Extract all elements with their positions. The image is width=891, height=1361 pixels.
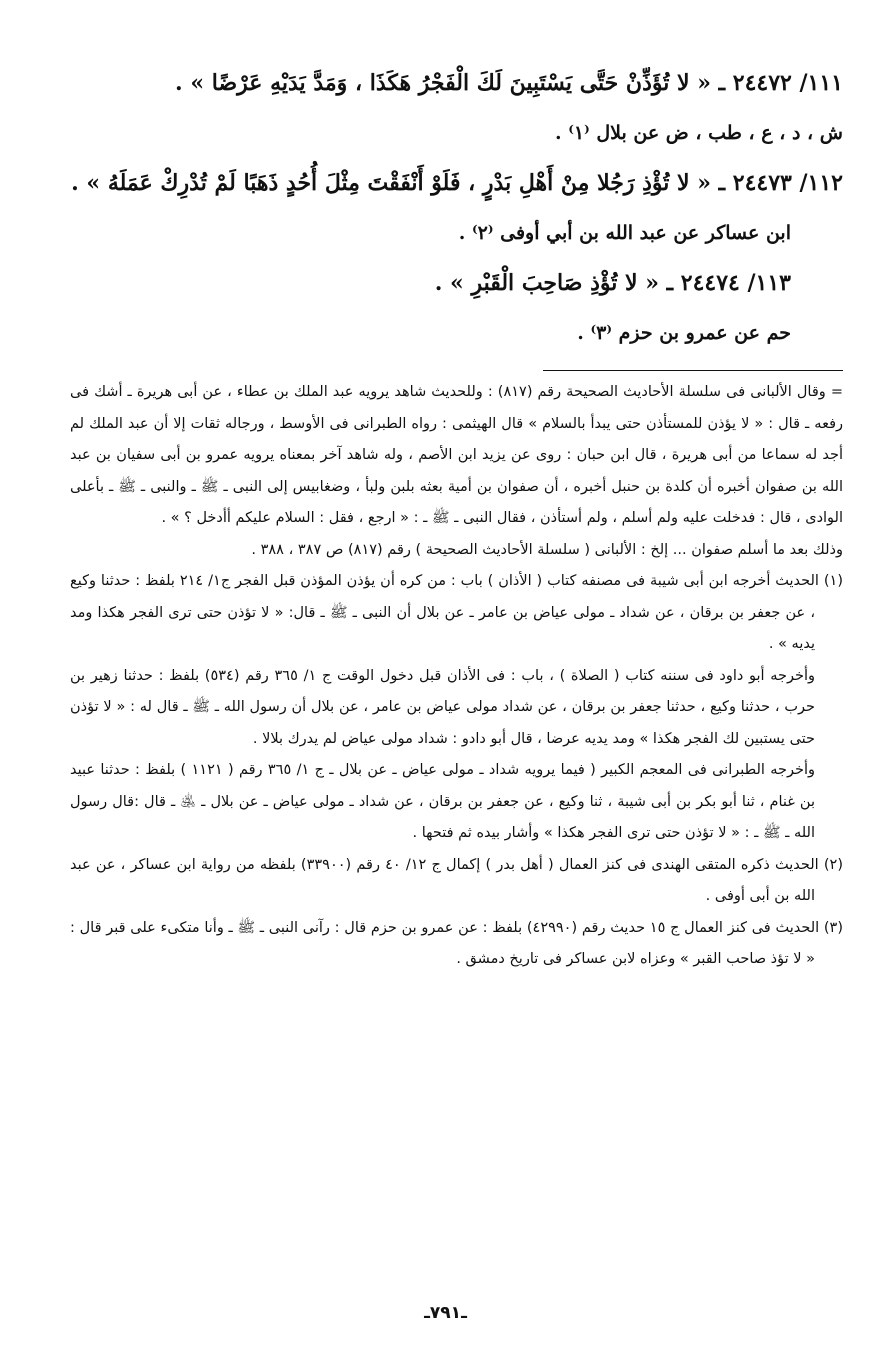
hadith-112: ١١٢/ ٢٤٤٧٣ ـ « لا تُؤْذِ رَجُلا مِنْ أَهْلِ بَدْرٍ ، فَلَوْ أَنْفَقْتَ مِثْلَ أُحُدٍ ذَهَبًا لَمْ تُدْرِكْ عَمَلَهُ » . (71, 170, 843, 196)
hadith-113-source: حم عن عمرو بن حزم ⁽٣⁾ . (577, 322, 791, 344)
footnote-divider (543, 370, 843, 371)
hadith-111: ١١١/ ٢٤٤٧٢ ـ « لا تُؤَذِّنْ حَتَّى يَسْتَبِينَ لَكَ الْفَجْرُ هَكَذَا ، وَمَدَّ يَدَيْهِ عَرْضًا » . (175, 70, 843, 96)
footnote-continuation-end: وذلك بعد ما أسلم صفوان ... إلخ : الألبانى ( سلسلة الأحاديث الصحيحة ) رقم (٨١٧) ص ٣٨٧ ، ٣٨٨ . (251, 541, 843, 558)
footnote-1-tabarani: وأخرجه الطبرانى فى المعجم الكبير ( فيما يرويه شداد ـ مولى عياض ـ عن بلال ـ ج ١/ ٣٦٥ رقم ( ١١٢١ ) بلفظ : حدثنا عبيد بن غنام ، ثنا أبو بكر بن أبى شيبة ، ثنا وكيع ، عن جعفر بن برقان ، عن شداد ـ مولى عياض ـ عن بلال ـ ﵁ ـ قال :قال رسول الله ـ ﷺ ـ : « لا تؤذن حتى ترى الفجر هكذا » وأشار بيده ثم فتحها . (70, 762, 816, 841)
footnote-3: (٣) الحديث فى كنز العمال ج ١٥ حديث رقم (٤٢٩٩٠) بلفظ : عن عمرو بن حزم قال : رآنى النبى ـ ﷺ ـ وأنا متكىء على قبر قال : « لا تؤذ صاحب القبر » وعزاه لابن عساكر فى تاريخ دمشق . (70, 919, 844, 967)
hadith-112-source: ابن عساكر عن عبد الله بن أبي أوفى ⁽٢⁾ . (458, 222, 791, 244)
footnotes (70, 377, 843, 976)
hadith-113: ١١٣/ ٢٤٤٧٤ ـ « لا تُؤْذِ صَاحِبَ الْقَبْرِ » . (434, 270, 791, 296)
page-body (70, 58, 843, 1341)
page-number: ـ٧٩١ـ (424, 1303, 467, 1323)
footnote-1: (١) الحديث أخرجه ابن أبى شيبة فى مصنفه كتاب ( الأذان ) باب : من كره أن يؤذن المؤذن قبل الفجر ج١/ ٢١٤ بلفظ : حدثنا وكيع ، عن جعفر بن برقان ، عن شداد ـ مولى عياض بن عامر ـ عن بلال أن النبى ـ ﷺ ـ قال: « لا تؤذن حتى ترى الفجر هكذا ومد يديه » . (70, 573, 843, 652)
footnote-2: (٢) الحديث ذكره المتقى الهندى فى كنز العمال ( أهل بدر ) إكمال ج ١٢/ ٤٠ رقم (٣٣٩٠٠) بلفظه من رواية ابن عساكر ، عن عبد الله بن أبى أوفى . (70, 856, 843, 904)
footnote-continuation: = وقال الألبانى فى سلسلة الأحاديث الصحيحة رقم (٨١٧) : وللحديث شاهد يرويه عبد الملك بن عطاء ، عن أبى هريرة ـ أشك فى رفعه ـ قال : « لا يؤذن للمستأذن حتى يبدأ بالسلام » قال الهيثمى : رواه الطبرانى فى الأوسط ، ورجاله ثقات إلا أن عبد الملك لم أجد له سماعا من أبى هريرة ، قال ابن حبان : روى عن يزيد ابن الأصم ، وله شاهد آخر بمعناه يرويه عمرو بن أبى سفيان بن عبد الله بن صفوان أخبره أن كلدة بن حنبل أخبره ، أن صفوان بن أمية بعثه بلبن ولبأ ، وضغابيس إلى النبى ـ ﷺ ـ والنبى ـ ﷺ ـ بأعلى الوادى ، قال : فدخلت عليه ولم أسلم ، ولم أستأذن ، فقال النبى ـ ﷺ ـ : « ارجع ، فقل : السلام عليكم أأدخل ؟ » . (70, 384, 843, 526)
main-text (70, 58, 843, 358)
footnote-1-abu-dawud: وأخرجه أبو داود فى سننه كتاب ( الصلاة ) ، باب : فى الأذان قبل دخول الوقت ج ١/ ٣٦٥ رقم (٥٣٤) بلفظ : حدثنا زهير بن حرب ، حدثنا وكيع ، حدثنا جعفر بن برقان ، عن شداد مولى عياض بن عامر ، عن بلال أن رسول الله ـ ﷺ ـ قال له : « لا تؤذن حتى يستبين لك الفجر هكذا » ومد يديه عرضا ، قال أبو دادو : شداد مولى عياض لم يدرك بلالا . (70, 667, 816, 747)
hadith-111-source: ش ، د ، ع ، طب ، ض عن بلال ⁽١⁾ . (554, 122, 843, 144)
